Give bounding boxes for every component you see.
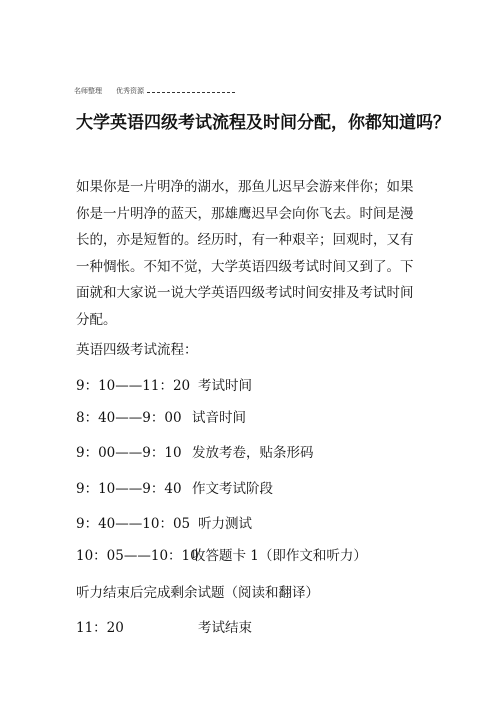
page-title: 大学英语四级考试流程及时间分配，你都知道吗？: [76, 113, 450, 133]
schedule-row: [76, 546, 367, 566]
schedule-desc: 发放考卷，贴条形码: [192, 445, 314, 461]
intro-line: 如果你是一片明净的湖水，那鱼儿迟早会游来伴你；如果: [76, 179, 414, 195]
intro-line: 你是一片明净的蓝天，那雄鹰迟早会向你飞去。时间是漫: [76, 205, 414, 222]
intro-paragraph: [76, 174, 414, 333]
schedule-row: [76, 443, 314, 463]
intro-line: 长的，亦是短暂的。经历时，有一种艰辛；回观时，又有: [76, 232, 414, 248]
page-header: [74, 86, 235, 96]
schedule-time: 9：40——10：05: [76, 516, 191, 532]
schedule-desc: 听力测试: [198, 516, 252, 532]
schedule-time: 8：40——9：00: [76, 410, 182, 426]
schedule-row: [76, 514, 252, 534]
schedule-row: [76, 479, 273, 499]
schedule-note: 听力结束后完成剩余试题（阅读和翻译）: [76, 585, 319, 601]
schedule-row: [76, 376, 252, 396]
header-left-text: 名师整理: [74, 87, 102, 95]
header-right-text: 优秀资源: [116, 87, 144, 95]
schedule-time: 9：00——9：10: [76, 445, 182, 461]
schedule-desc: 考试结束: [198, 620, 252, 636]
schedule-time: 9：10——9：40: [76, 481, 182, 497]
intro-line: 分配。: [76, 311, 117, 328]
schedule-row: [76, 408, 246, 428]
schedule-time: 9：10——11：20: [76, 378, 191, 394]
schedule-desc: 作文考试阶段: [192, 481, 273, 497]
intro-line: 面就和大家说一说大学英语四级考试时间安排及考试时间: [76, 285, 414, 301]
schedule-desc: 考试时间: [198, 378, 252, 394]
schedule-heading: 英语四级考试流程：: [76, 342, 198, 358]
schedule-desc: 试音时间: [192, 410, 246, 426]
schedule-time: 10：05——10：10: [76, 548, 199, 564]
schedule-time: 11：20: [76, 620, 124, 636]
header-rule: [147, 86, 235, 93]
intro-line: 一种惆怅。不知不觉，大学英语四级考试时间又到了。下: [76, 258, 414, 275]
schedule-desc: 收答题卡 1（即作文和听力）: [192, 548, 367, 564]
schedule-row: [76, 618, 252, 638]
